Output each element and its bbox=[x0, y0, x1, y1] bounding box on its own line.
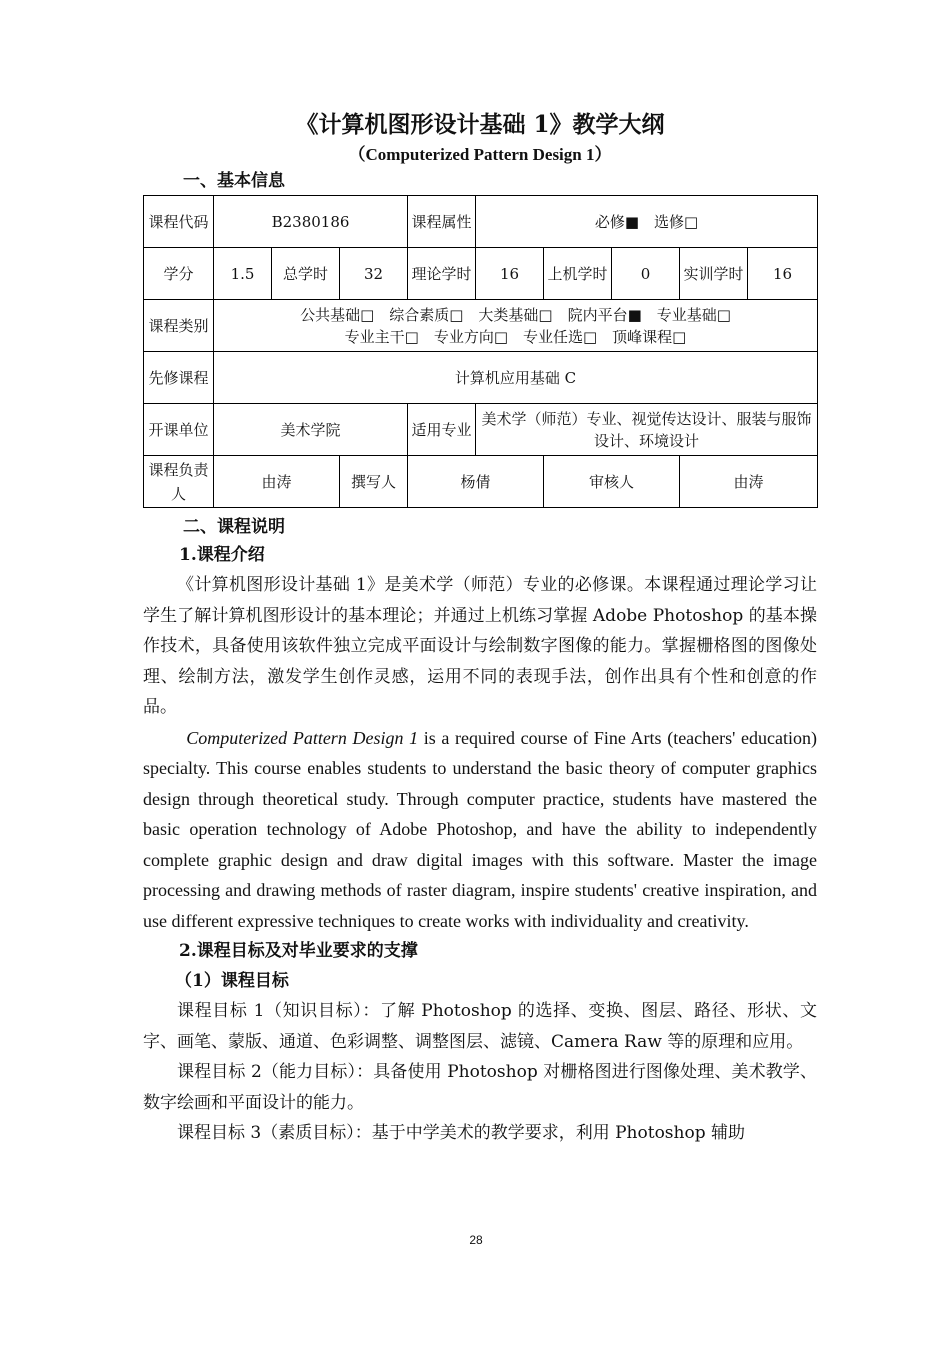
credit-label: 学分 bbox=[144, 248, 214, 300]
practice-hours-label: 实训学时 bbox=[680, 248, 748, 300]
writer-value: 杨倩 bbox=[408, 456, 544, 508]
applicable-major-label: 适用专业 bbox=[408, 404, 476, 456]
course-intro-chinese: 《计算机图形设计基础 1》是美术学（师范）专业的必修课。本课程通过理论学习让学生了解计算机图形设计的基本理论；并通过上机练习掌握 Adobe Photoshop 的基本操作技术，具备使用该软件独立完成平面设计与绘制数字图像的能力。掌握栅格图的图像处理、绘制方法，激发学生创作灵感，运用不同的表现手法，创作出具有个性和创意的作品。 bbox=[143, 575, 817, 717]
basic-info-table bbox=[143, 195, 818, 508]
course-code-label: 课程代码 bbox=[144, 196, 214, 248]
total-hours-value: 32 bbox=[340, 248, 408, 300]
table-row bbox=[144, 352, 818, 404]
course-objectives-heading: 2.课程目标及对毕业要求的支撑 bbox=[179, 941, 418, 961]
course-goal-1: 课程目标 1（知识目标）：了解 Photoshop 的选择、变换、图层、路径、形状、文字、画笔、蒙版、通道、色彩调整、调整图层、滤镜、Camera Raw 等的原理和应用。 bbox=[143, 1001, 817, 1052]
course-code-value: B2380186 bbox=[214, 196, 408, 248]
table-row bbox=[144, 300, 818, 352]
reviewer-label: 审核人 bbox=[544, 456, 680, 508]
course-attribute-label: 课程属性 bbox=[408, 196, 476, 248]
course-goal-3: 课程目标 3（素质目标）：基于中学美术的教学要求，利用 Photoshop 辅助 bbox=[177, 1123, 746, 1143]
course-category-label: 课程类别 bbox=[144, 300, 214, 352]
table-row bbox=[144, 196, 818, 248]
applicable-major-value: 美术学（师范）专业、视觉传达设计、服装与服饰设计、环境设计 bbox=[476, 404, 818, 456]
document-subtitle: （Computerized Pattern Design 1） bbox=[348, 145, 612, 164]
theory-hours-value: 16 bbox=[476, 248, 544, 300]
table-row bbox=[144, 456, 818, 508]
total-hours-label: 总学时 bbox=[272, 248, 340, 300]
course-intro-heading: 1.课程介绍 bbox=[179, 545, 265, 565]
course-attribute-value: 必修■ 选修□ bbox=[476, 196, 818, 248]
section-basic-info-heading: 一、基本信息 bbox=[183, 171, 285, 191]
course-owner-value: 由涛 bbox=[214, 456, 340, 508]
page-number: 28 bbox=[469, 1233, 483, 1247]
writer-label: 撰写人 bbox=[340, 456, 408, 508]
offering-unit-label: 开课单位 bbox=[144, 404, 214, 456]
theory-hours-label: 理论学时 bbox=[408, 248, 476, 300]
course-title-english: Computerized Pattern Design 1 bbox=[186, 727, 419, 748]
course-intro-english bbox=[143, 723, 817, 937]
course-owner-label: 课程负责人 bbox=[144, 456, 214, 508]
course-category-line-1: 公共基础□ 综合素质□ 大类基础□ 院内平台■ 专业基础□ bbox=[300, 305, 731, 324]
section-course-description-heading: 二、课程说明 bbox=[183, 517, 285, 537]
table-row bbox=[144, 404, 818, 456]
course-intro-english-text: is a required course of Fine Arts (teachers' education) specialty. This course enables students to understand the basic theory of computer graphics design through theoretical study. Through computer practice, students have mastered the basic operation technology of Adobe Photoshop, and have the ability to independently complete graphic design and draw digital images with this software. Master the image processing and drawing methods of raster diagram, inspire students' creative inspiration, and use different expressive techniques to create works with individuality and creativity. bbox=[143, 727, 817, 931]
lab-hours-label: 上机学时 bbox=[544, 248, 612, 300]
table-row bbox=[144, 248, 818, 300]
course-goal-2: 课程目标 2（能力目标）：具备使用 Photoshop 对栅格图进行图像处理、美术教学、数字绘画和平面设计的能力。 bbox=[143, 1062, 817, 1113]
offering-unit-value: 美术学院 bbox=[214, 404, 408, 456]
reviewer-value: 由涛 bbox=[680, 456, 818, 508]
document-title: 《计算机图形设计基础 1》教学大纲 bbox=[295, 111, 665, 138]
course-category-value bbox=[214, 300, 818, 352]
prerequisite-value: 计算机应用基础 C bbox=[214, 352, 818, 404]
document-page bbox=[143, 108, 817, 1149]
practice-hours-value: 16 bbox=[748, 248, 818, 300]
lab-hours-value: 0 bbox=[612, 248, 680, 300]
prerequisite-label: 先修课程 bbox=[144, 352, 214, 404]
credit-value: 1.5 bbox=[214, 248, 272, 300]
course-category-line-2: 专业主干□ 专业方向□ 专业任选□ 顶峰课程□ bbox=[344, 327, 687, 346]
course-goals-heading: （1）课程目标 bbox=[175, 971, 289, 991]
